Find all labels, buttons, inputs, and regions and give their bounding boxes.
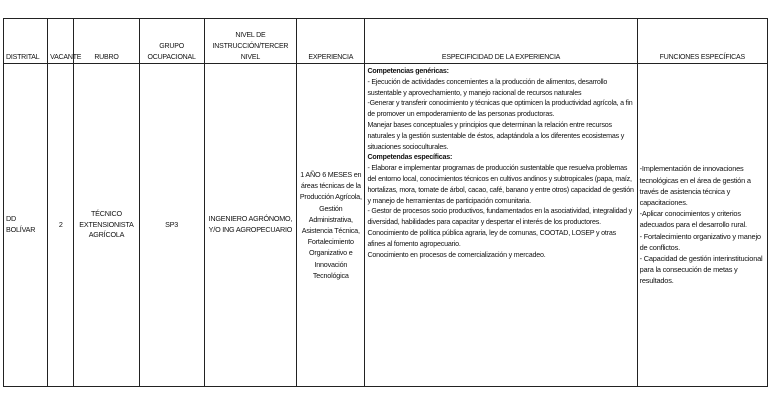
cell-especificidad	[365, 64, 637, 387]
cell-funciones	[637, 64, 767, 387]
header-experiencia: EXPERIENCIA	[297, 19, 365, 64]
cell-rubro: TÉCNICO EXTENSIONISTA AGRÍCOLA	[74, 64, 139, 387]
funcion-item: -Aplicar conocimientos y criterios adecuados para el desarrollo rural.	[639, 209, 747, 230]
cell-experiencia: 1 AÑO 6 MESES en áreas técnicas de la Producción Agrícola, Gestión Administrativa, Asistencia Técnica, Fortalecimiento Organizativo e Innovación Tecnológica	[297, 64, 365, 387]
funcion-item: - Capacidad de gestión interinstitucional para la consecución de metas y resultados.	[639, 254, 763, 286]
header-vacante: VACANTE	[48, 19, 74, 64]
especifica-item: Conocimiento en procesos de comercialización y mercadeo.	[367, 250, 546, 259]
especifica-item: - Elaborar e implementar programas de producción sustentable que resuelva problemas del entorno local, conocimientos técnicos en cultivos andinos y subtropicales (papa, maíz, hortalizas, mora, tomate de árbol, cacao, café, banano y entre otros) capacidad de gestión y manejo de herramientas de participación comunitaria.	[367, 164, 634, 205]
especifica-item: Conocimiento de política pública agraria, ley de comunas, COOTAD, LOSEP y otras afines al fomento agropecuario.	[367, 228, 616, 248]
header-especificidad: ESPECIFICIDAD DE LA EXPERIENCIA	[365, 19, 637, 64]
cell-nivel: INGENIERO AGRÓNOMO, Y/O ING AGROPECUARIO	[204, 64, 296, 387]
funcion-item: -Implementación de innovaciones tecnológicas en el área de gestión a través de asistencia técnica y capacitaciones.	[639, 164, 751, 207]
header-distrital: DISTRITAL	[4, 19, 48, 64]
cell-grupo: SP3	[139, 64, 204, 387]
especificas-title: Competendas específicas:	[367, 153, 453, 162]
cell-distrital: DD BOLÍVAR	[4, 64, 48, 387]
header-row	[4, 19, 768, 64]
generica-item: Manejar bases conceptuales y principios que determinan la relación entre recursos naturales y la gestión sustentable de éstos, adaptándola a los diferentes ecosistemas y situaciones socioculturales.	[367, 120, 625, 151]
header-grupo-ocupacional: GRUPO OCUPACIONAL	[139, 19, 204, 64]
generica-item: - Ejecución de actividades concernientes a la producción de alimentos, desarrollo sustentable y aprovechamiento, y manejo racional de recursos naturales	[367, 77, 608, 97]
generica-item: -Generar y transferir conocimiento y técnicas que optimicen la productividad agrícola, a fin de promover un empoderamiento de las personas productoras.	[367, 99, 633, 119]
job-profile-table	[3, 18, 768, 387]
job-table-container	[3, 18, 768, 387]
header-rubro: RUBRO	[74, 19, 139, 64]
cell-vacante: 2	[48, 64, 74, 387]
table-row	[4, 64, 768, 387]
funcion-item: - Fortalecimiento organizativo y manejo de conflictos.	[639, 231, 761, 252]
genericas-title: Competencias genéricas:	[367, 67, 449, 75]
especifica-item: - Gestor de procesos socio productivos, fundamentados en la asociatividad, integralidad y diversidad, habilidades para capacitar y despertar el interés de los productores.	[367, 207, 632, 227]
header-nivel-instruccion: NIVEL DE INSTRUCCIÓN/TERCER NIVEL	[204, 19, 296, 64]
header-funciones: FUNCIONES ESPECÍFICAS	[637, 19, 767, 64]
